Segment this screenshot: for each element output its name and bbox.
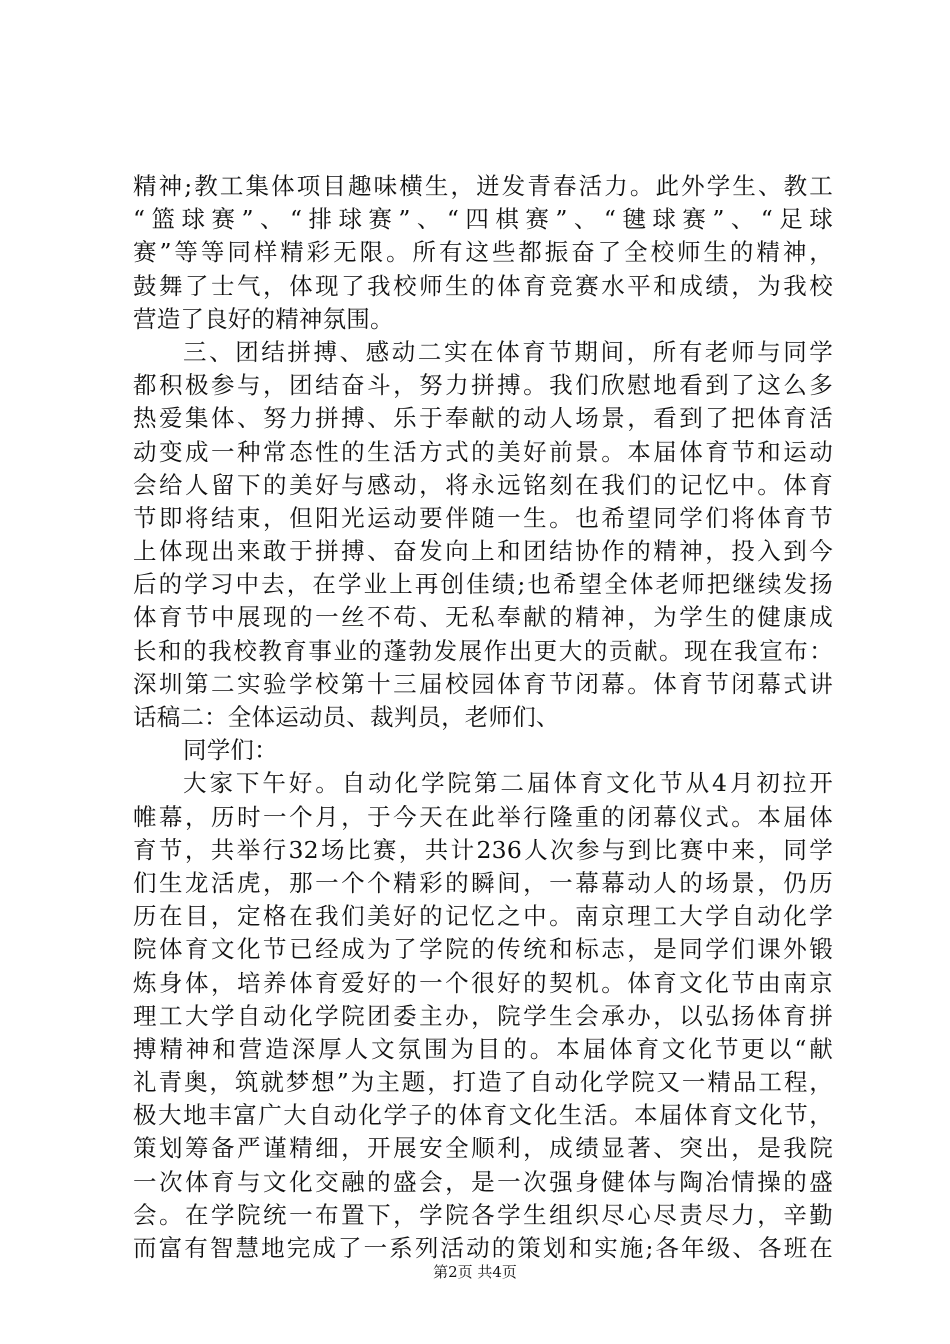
text-line: 三、团结拼搏、感动二实在体育节期间，所有老师与同学 [183, 337, 833, 366]
text-line: “篮球赛”、“排球赛”、“四棋赛”、“毽球赛”、“足球 [133, 205, 833, 234]
text-line: 炼身体，培养体育爱好的一个很好的契机。体育文化节由南京 [133, 968, 833, 997]
text-line: 院体育文化节已经成为了学院的传统和标志，是同学们课外锻 [133, 935, 833, 964]
page-number-label: 第2页 共4页 [433, 1263, 517, 1281]
text-line: 育节，共举行32场比赛，共计236人次参与到比赛中来，同学 [133, 835, 833, 864]
text-line: 帷幕，历时一个月，于今天在此举行隆重的闭幕仪式。本届体 [133, 802, 833, 831]
text-line: 礼青奥，筑就梦想”为主题，打造了自动化学院又一精品工程， [133, 1068, 833, 1097]
text-line: 极大地丰富广大自动化学子的体育文化生活。本届体育文化节， [133, 1101, 833, 1130]
text-line: 鼓舞了士气，体现了我校师生的体育竞赛水平和成绩，为我校 [133, 271, 833, 300]
text-line: 一次体育与文化交融的盛会，是一次强身健体与陶冶情操的盛 [133, 1167, 833, 1196]
text-line: 而富有智慧地完成了一系列活动的策划和实施;各年级、各班在 [133, 1234, 833, 1262]
text-line: 赛”等等同样精彩无限。所有这些都振奋了全校师生的精神， [133, 238, 833, 267]
text-line: 都积极参与，团结奋斗，努力拼搏。我们欣慰地看到了这么多 [133, 371, 833, 400]
text-line: 深圳第二实验学校第十三届校园体育节闭幕。体育节闭幕式讲 [133, 669, 833, 698]
text-line: 理工大学自动化学院团委主办，院学生会承办，以弘扬体育拼 [133, 1001, 833, 1030]
text-line: 话稿二：全体运动员、裁判员，老师们、 [133, 703, 560, 731]
text-line: 大家下午好。自动化学院第二届体育文化节从4月初拉开 [183, 769, 833, 798]
text-line: 会给人留下的美好与感动，将永远铭刻在我们的记忆中。体育 [133, 470, 833, 499]
text-line: 搏精神和营造深厚人文氛围为目的。本届体育文化节更以“献 [133, 1034, 833, 1063]
text-line: 动变成一种常态性的生活方式的美好前景。本届体育节和运动 [133, 437, 833, 466]
text-line: 长和的我校教育事业的蓬勃发展作出更大的贡献。现在我宣布： [133, 636, 833, 665]
text-line: 们生龙活虎，那一个个精彩的瞬间，一幕幕动人的场景，仍历 [133, 868, 833, 897]
text-line: 精神;教工集体项目趣味横生，迸发青春活力。此外学生、教工 [133, 172, 833, 200]
text-line: 热爱集体、努力拼搏、乐于奉献的动人场景，看到了把体育活 [133, 404, 833, 433]
text-line: 体育节中展现的一丝不苟、无私奉献的精神，为学生的健康成 [133, 603, 833, 632]
text-line: 历在目，定格在我们美好的记忆之中。南京理工大学自动化学 [133, 902, 833, 931]
text-line: 节即将结束，但阳光运动要伴随一生。也希望同学们将体育节 [133, 503, 833, 532]
page-footer [0, 1262, 950, 1282]
text-line: 策划筹备严谨精细，开展安全顺利，成绩显著、突出，是我院 [133, 1134, 833, 1163]
body-text [133, 170, 833, 1265]
text-line: 会。在学院统一布置下，学院各学生组织尽心尽责尽力，辛勤 [133, 1200, 833, 1229]
text-line: 营造了良好的精神氛围。 [133, 304, 394, 333]
text-line: 后的学习中去，在学业上再创佳绩;也希望全体老师把继续发扬 [133, 570, 833, 599]
text-line: 上体现出来敢于拼搏、奋发向上和团结协作的精神，投入到今 [133, 537, 833, 566]
text-line: 同学们： [183, 736, 278, 765]
